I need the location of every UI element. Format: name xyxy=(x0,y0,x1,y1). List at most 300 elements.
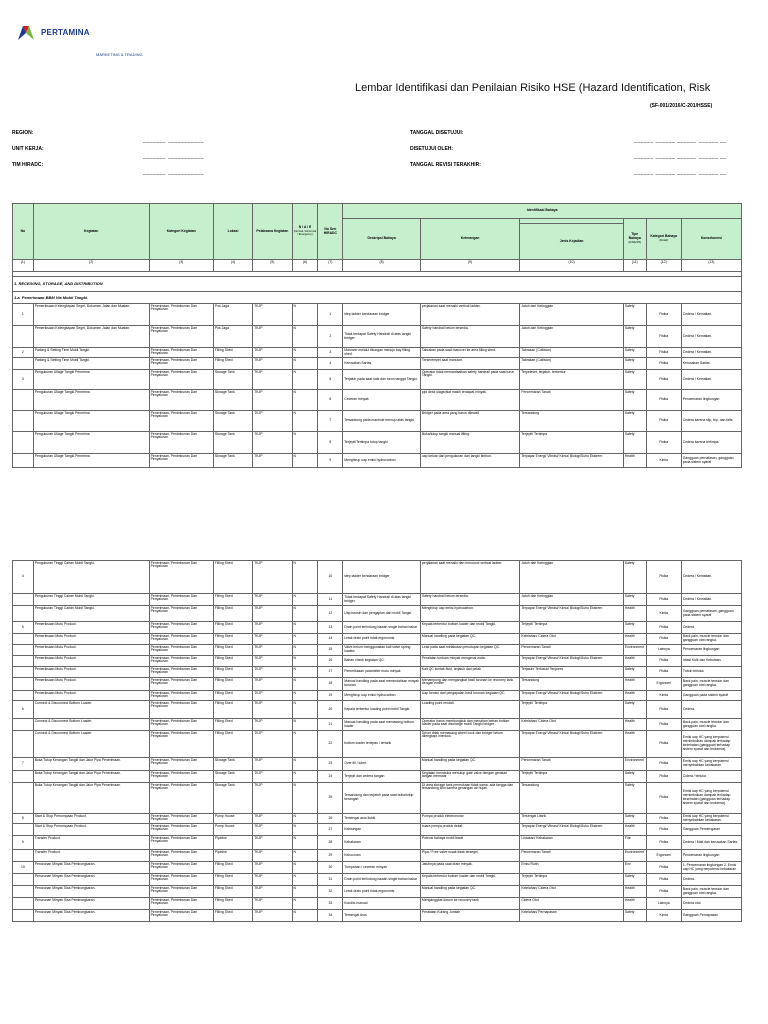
table-row xyxy=(13,691,742,701)
table-row xyxy=(13,783,742,814)
cell-lok: Storage Tank xyxy=(213,432,252,454)
header-lokasi: Lokasi xyxy=(213,204,252,260)
cell-jenis: Terjepit/ Tertimpa xyxy=(520,432,624,454)
cell-kat: Penerimaan, Penimbunan Dan Penyaluran xyxy=(149,411,213,432)
table-row xyxy=(13,910,742,922)
cell-pel: TKJP xyxy=(253,874,292,886)
cell-kons: Iritasi Kulit dan Kebutaan. xyxy=(681,656,741,667)
cell-desk: Menghirup uap emisi hydrocarbon xyxy=(343,454,421,468)
column-index-cell: (1) xyxy=(13,260,34,272)
cell-kons: Cedera / Mati dan kerusakan Sarfas. xyxy=(681,836,741,850)
cell-jenis: Tersandung xyxy=(520,678,624,691)
cell-desk: Drain point terlindung bawah single bahan bakar xyxy=(343,622,421,634)
table-row xyxy=(13,348,742,358)
cell-keg: Penurunan Minyak Sisa Pembongkaran. xyxy=(33,874,149,886)
cell-ket: Peralatan Kurang Jumlah xyxy=(420,910,519,922)
cell-kons: Kerusakan Sarfas. xyxy=(681,358,741,370)
cell-keg: Parking & Setting Time Mobil Tangki. xyxy=(33,358,149,370)
cell-pel: TKJP xyxy=(253,645,292,656)
cell-kat: Penerimaan, Penimbunan Dan Penyaluran xyxy=(149,454,213,468)
subsection-heading: 1.a. Penerimaan BBM Via Mobil Tangki. xyxy=(13,292,742,304)
cell-katb: Fisika xyxy=(646,731,681,758)
cell-pel: TKJP xyxy=(253,898,292,910)
cell-nae: N xyxy=(292,358,318,370)
cell-lok: Filling Shed xyxy=(213,862,252,874)
cell-katb: Fisika xyxy=(646,862,681,874)
column-index-cell: (2) xyxy=(33,260,149,272)
cell-keg: Penurunan Minyak Sisa Pembongkaran. xyxy=(33,910,149,922)
cell-kons: Back pain, muscle tension dan gangguan otot rangka. xyxy=(681,634,741,645)
table-row xyxy=(13,622,742,634)
cell-tipe: Safety xyxy=(623,594,646,606)
cell-nae: N xyxy=(292,814,318,824)
cell-tipe: Health xyxy=(623,691,646,701)
cell-pel: TKJP xyxy=(253,850,292,862)
cell-tipe: Environment xyxy=(623,645,646,656)
cell-jenis: Emisi Rutin xyxy=(520,862,624,874)
cell-katb: Fisika xyxy=(646,432,681,454)
cell-no xyxy=(13,634,34,645)
cell-ket: Jatuhnya pada saat drain minyak. xyxy=(420,862,519,874)
cell-kat: Penerimaan, Penimbunan Dan Penyaluran xyxy=(149,731,213,758)
cell-kons: Back pain, muscle tension dan gangguan otot rangka. xyxy=(681,678,741,691)
cell-keg: Buka Tutup Kerangan Tangki dan Jalur Pipa Penerimaan. xyxy=(33,758,149,771)
cell-kat: Penerimaan, Penimbunan Dan Penyaluran xyxy=(149,701,213,719)
cell-ket: Pipa / Free valve rusak tidak tersegel. xyxy=(420,850,519,862)
cell-seri: 25 xyxy=(318,783,343,814)
cell-katb: Ergonomi xyxy=(646,678,681,691)
cell-nae: N xyxy=(292,824,318,836)
cell-desk: Kerusakan Sarfas. xyxy=(343,358,421,370)
section-heading: 1. RECEIVING, STORAGE, AND DISTRIBUTION xyxy=(13,277,742,292)
cell-desk: Bahan check kegiatan QC. xyxy=(343,656,421,667)
cell-jenis: Terpapar Energi/ Vibrasi/ Kimia/ Biologi/Suhu Ekstrem xyxy=(520,824,624,836)
cell-kat: Penerimaan, Penimbunan Dan Penyaluran xyxy=(149,910,213,922)
cell-no xyxy=(13,783,34,814)
cell-pel: TKJP xyxy=(253,390,292,411)
cell-kat: Penerimaan, Penimbunan Dan Penyaluran xyxy=(149,634,213,645)
cell-seri: 14 xyxy=(318,634,343,645)
cell-katb: Fisika xyxy=(646,358,681,370)
cell-ket: Di area storage tank permukaan tidak sama, ada tangga dan tersandung licin karena genangan air hujan. xyxy=(420,783,519,814)
table-row xyxy=(13,432,742,454)
cell-keg: Parking & Setting Time Mobil Tangki. xyxy=(33,348,149,358)
cell-ket: suara pompa produk dekat xyxy=(420,824,519,836)
cell-tipe: Safety xyxy=(623,667,646,678)
cell-lok: Filling Shed xyxy=(213,701,252,719)
cell-no: 9 xyxy=(13,836,34,850)
cell-tipe: Health xyxy=(623,886,646,898)
cell-kons: Cedera / Kematian. xyxy=(681,561,741,594)
tanggal-disetujui-field[interactable]: ______ ______ ______ ______ __ xyxy=(634,138,727,144)
cell-kat: Penerimaan, Penimbunan Dan Penyaluran xyxy=(149,645,213,656)
cell-tipe: Safety xyxy=(623,370,646,390)
tim-hiradc-field[interactable]: _______ ___________ xyxy=(143,170,204,176)
cell-lok: Pos Jaga xyxy=(213,326,252,348)
tanggal-revisi-label: TANGGAL REVISI TERAKHIR: xyxy=(410,162,481,168)
cell-keg: Pemeriksaan Mutu Product. xyxy=(33,622,149,634)
cell-seri: 30 xyxy=(318,862,343,874)
cell-pel: TKJP xyxy=(253,824,292,836)
cell-lok: Filling Shed xyxy=(213,719,252,731)
cell-jenis: Ledakan/ Kebakaran xyxy=(520,836,624,850)
cell-kons: Cedera. xyxy=(681,622,741,634)
cell-kat: Penerimaan, Penimbunan Dan Penyaluran xyxy=(149,326,213,348)
cell-tipe: Safety xyxy=(623,701,646,719)
cell-katb: Fisika xyxy=(646,771,681,783)
table-row xyxy=(13,606,742,622)
cell-pel: TKJP xyxy=(253,814,292,824)
cell-no xyxy=(13,358,34,370)
cell-ket: perjalanan saat menaiki vertical ladder. xyxy=(420,304,519,326)
cell-jenis: Terjepit/ Tertimpa xyxy=(520,874,624,886)
cell-pel: TKJP xyxy=(253,594,292,606)
cell-katb: Fisika xyxy=(646,824,681,836)
header-kategori-bahaya: Kategori Bahaya (Detail) xyxy=(646,219,681,260)
cell-katb: Fisika xyxy=(646,411,681,432)
table-row xyxy=(13,561,742,594)
table-row xyxy=(13,731,742,758)
cell-lok: Storage Tank xyxy=(213,370,252,390)
cell-no xyxy=(13,850,34,862)
cell-kons: Back pain, muscle tension dan gangguan otot rangka. xyxy=(681,886,741,898)
tanggal-revisi-field[interactable]: ______ ______ ______ ______ __ xyxy=(634,170,727,176)
cell-desk: Letak drain point tidak ergonomis. xyxy=(343,886,421,898)
cell-lok: Filling Shed xyxy=(213,594,252,606)
cell-ket: Manual handling pada kegiatan QC. xyxy=(420,886,519,898)
cell-katb: Fisika xyxy=(646,814,681,824)
cell-kat: Penerimaan, Penimbunan Dan Penyaluran xyxy=(149,691,213,701)
column-index-cell: (8) xyxy=(343,260,421,272)
cell-lok: Storage Tank xyxy=(213,771,252,783)
column-index-cell: (9) xyxy=(420,260,519,272)
cell-nae: N xyxy=(292,348,318,358)
cell-no xyxy=(13,645,34,656)
cell-keg: Connect & Disconnect Bottom Loader. xyxy=(33,731,149,758)
cell-nae: N xyxy=(292,691,318,701)
cell-pel: TKJP xyxy=(253,454,292,468)
cell-seri: 5 xyxy=(318,370,343,390)
column-index-cell: (13) xyxy=(681,260,741,272)
cell-desk: step ladder kendaraan bridger xyxy=(343,304,421,326)
cell-seri: 2 xyxy=(318,326,343,348)
cell-ket: pipi desk ulage/alat masih terdapat minyak. xyxy=(420,390,519,411)
cell-jenis: Tabrakan (Collision) xyxy=(520,348,624,358)
cell-keg: Pemeriksaan Mutu Product. xyxy=(33,667,149,678)
cell-kat: Penerimaan, Penimbunan Dan Penyaluran xyxy=(149,370,213,390)
cell-katb: Lainnya xyxy=(646,898,681,910)
cell-ket: Operator harus membungkuk dan menahan beban bottom loader pada saat discharge mobil Tangki bridger xyxy=(420,719,519,731)
cell-desk: Terjepit/Tertimpa tutup tangki xyxy=(343,432,421,454)
hiradc-table-page-2 xyxy=(12,560,742,922)
region-field[interactable]: _______ ___________ xyxy=(143,138,204,144)
disetujui-oleh-field[interactable]: ______ ______ ______ ______ __ xyxy=(634,154,727,160)
cell-nae: N xyxy=(292,701,318,719)
cell-kat: Penerimaan, Penimbunan Dan Penyaluran xyxy=(149,824,213,836)
column-index-cell: (11) xyxy=(623,260,646,272)
cell-desk: Tersengat arus listrik xyxy=(343,814,421,824)
cell-tipe: Safety xyxy=(623,910,646,922)
cell-seri: 19 xyxy=(318,691,343,701)
cell-katb: Fisika xyxy=(646,634,681,645)
cell-kat: Penerimaan, Penimbunan Dan Penyaluran xyxy=(149,783,213,814)
cell-jenis: Cidera Otot xyxy=(520,898,624,910)
header-kegiatan: Kegiatan xyxy=(33,204,149,260)
table-row xyxy=(13,667,742,678)
cell-ket: perjalanan saat menaiki dan menuruni vertical ladder. xyxy=(420,561,519,594)
column-index-cell: (7) xyxy=(318,260,343,272)
cell-nae: N xyxy=(292,850,318,862)
cell-no xyxy=(13,719,34,731)
cell-ket: Tabrakan pada saat manuver ke area filling shed. xyxy=(420,348,519,358)
cell-keg: Transfer Product. xyxy=(33,836,149,850)
cell-desk: Over fill / luber. xyxy=(343,758,421,771)
column-index-cell: (6) xyxy=(292,260,318,272)
table-row xyxy=(13,824,742,836)
cell-no xyxy=(13,691,34,701)
cell-nae: N xyxy=(292,910,318,922)
cell-no xyxy=(13,656,34,667)
cell-tipe: Safety xyxy=(623,411,646,432)
cell-no: 2 xyxy=(13,348,34,358)
cell-tipe: Safety xyxy=(623,771,646,783)
cell-keg: Pemeriksaan Mutu Product. xyxy=(33,678,149,691)
cell-jenis: Tabrakan (Collision) xyxy=(520,358,624,370)
pertamina-logo xyxy=(18,24,108,44)
tim-hiradc-label: TIM HIRADC: xyxy=(12,162,44,168)
cell-pel: TKJP xyxy=(253,731,292,758)
table-row xyxy=(13,814,742,824)
cell-no xyxy=(13,910,34,922)
cell-keg: Pemeriksaan Mutu Product. xyxy=(33,634,149,645)
cell-ket: Pompa produk elektromotor xyxy=(420,814,519,824)
page-title: Lembar Identifikasi dan Penilaian Risiko HSE (Hazard Identification, Risk xyxy=(355,82,711,94)
cell-nae: N xyxy=(292,634,318,645)
cell-jenis: Kelelahan/ Cidera Otot xyxy=(520,886,624,898)
cell-jenis: Terpapar Energi/ Vibrasi/ Kimia/ Biologi/Suhu Ekstrem xyxy=(520,454,624,468)
cell-seri: 17 xyxy=(318,667,343,678)
cell-pel: TKJP xyxy=(253,691,292,701)
cell-desk: Kondisi manual xyxy=(343,898,421,910)
cell-keg: Transfer Product. xyxy=(33,850,149,862)
table-row xyxy=(13,836,742,850)
column-index-cell: (3) xyxy=(149,260,213,272)
cell-pel: TKJP xyxy=(253,678,292,691)
cell-desk: Tidak terdapat Safety Handrail di atas tangki bridger xyxy=(343,326,421,348)
cell-pel: TKJP xyxy=(253,783,292,814)
cell-lok: Filling Shed xyxy=(213,656,252,667)
cell-no xyxy=(13,432,34,454)
cell-katb: Lainnya xyxy=(646,645,681,656)
cell-no xyxy=(13,326,34,348)
cell-kons: Cedera / Kematian. xyxy=(681,304,741,326)
cell-pel: TKJP xyxy=(253,432,292,454)
cell-kons: Cedera otot xyxy=(681,898,741,910)
cell-ket: Kait QC kontak fluid, terjatuh dari petak xyxy=(420,667,519,678)
cell-keg: Buka Tutup Kerangan Tangki dan Jalur Pipa Penerimaan. xyxy=(33,771,149,783)
cell-tipe: Safety xyxy=(623,432,646,454)
cell-no: 4 xyxy=(13,561,34,594)
cell-lok: Pipeline xyxy=(213,850,252,862)
tanggal-disetujui-label: TANGGAL DISETUJUI: xyxy=(410,130,464,136)
cell-seri: 11 xyxy=(318,594,343,606)
cell-desk: Kepala terbentur loading point mobil Tangki. xyxy=(343,701,421,719)
cell-ket: Menganggkat dorum ke recovery tank xyxy=(420,898,519,910)
cell-pel: TKJP xyxy=(253,719,292,731)
header-kategori: Kategori Kegiatan xyxy=(149,204,213,260)
cell-tipe: Health xyxy=(623,606,646,622)
cell-pel: TKJP xyxy=(253,358,292,370)
cell-katb: Ergonomi xyxy=(646,850,681,862)
unit-kerja-field[interactable]: _______ ___________ xyxy=(143,154,204,160)
cell-pel: TKJP xyxy=(253,370,292,390)
cell-kons: Gangguan pernafasan, gangguan pada sistem syaraf xyxy=(681,454,741,468)
cell-kons: Cedera karena tertimpa. xyxy=(681,432,741,454)
header-identifikasi: Identifikasi Bahaya xyxy=(343,204,742,219)
cell-jenis: Terpapar Energi/ Vibrasi/ Kimia/ Biologi/Suhu Ekstrem xyxy=(520,731,624,758)
cell-kat: Penerimaan, Penimbunan Dan Penyaluran xyxy=(149,432,213,454)
cell-pel: TKJP xyxy=(253,758,292,771)
cell-keg: Pengukuran Ullage Tangki Penerima xyxy=(33,390,149,411)
cell-tipe: Health xyxy=(623,731,646,758)
cell-keg: Pemeriksaan Mutu Product. xyxy=(33,656,149,667)
cell-katb: Fisika xyxy=(646,622,681,634)
table-row xyxy=(13,771,742,783)
cell-nae: N xyxy=(292,304,318,326)
cell-kat: Penerimaan, Penimbunan Dan Penyaluran xyxy=(149,874,213,886)
cell-no xyxy=(13,886,34,898)
cell-lok: Pos Jaga xyxy=(213,304,252,326)
cell-kons: Back pain, muscle tension dan gangguan otot rangka. xyxy=(681,719,741,731)
cell-ket: uap keluar dari pengukuran dari tangki timbun. xyxy=(420,454,519,468)
cell-nae: N xyxy=(292,731,318,758)
header-pelaksana: Pelaksana Kegiatan xyxy=(253,204,292,260)
cell-ket: Peralatan tuntuan minyak mengenai mata. xyxy=(420,656,519,667)
cell-desk: Tersandung dan terjatuh pada saat buka/tutup kerangan xyxy=(343,783,421,814)
cell-keg: Penurunan Minyak Sisa Pembongkaran. xyxy=(33,862,149,874)
cell-tipe: Safety xyxy=(623,561,646,594)
cell-desk: Drain point terlindung bawah single bahan bakar xyxy=(343,874,421,886)
cell-kons: Cedera / Kematian. xyxy=(681,348,741,358)
cell-keg: Pengukuran Ullage Tangki Penerima xyxy=(33,411,149,432)
cell-tipe: Health xyxy=(623,656,646,667)
cell-lok: Filling Shed xyxy=(213,691,252,701)
table-row xyxy=(13,886,742,898)
cell-ket: Uap bensin dari pengapalan hasil turunan kegiatan QC. xyxy=(420,691,519,701)
table-row xyxy=(13,656,742,667)
cell-tipe: Safety xyxy=(623,348,646,358)
cell-kat: Penerimaan, Penimbunan Dan Penyaluran xyxy=(149,358,213,370)
cell-seri: 20 xyxy=(318,701,343,719)
cell-pel: TKJP xyxy=(253,656,292,667)
cell-lok: Pump House xyxy=(213,814,252,824)
cell-lok: Filling Shed xyxy=(213,731,252,758)
cell-katb: Fisika xyxy=(646,561,681,594)
cell-jenis: Kelelahan/ Pernapasan xyxy=(520,910,624,922)
table-row xyxy=(13,645,742,656)
cell-jenis: Terpapar Energi/ Vibrasi/ Kimia/ Biologi/Suhu Ekstrem xyxy=(520,606,624,622)
region-label: REGION: xyxy=(12,130,34,136)
cell-ket: Manual handling pada kegiatan QC. xyxy=(420,634,519,645)
cell-seri: 3 xyxy=(318,348,343,358)
cell-kat: Penerimaan, Penimbunan Dan Penyaluran xyxy=(149,304,213,326)
cell-lok: Filling Shed xyxy=(213,678,252,691)
cell-seri: 26 xyxy=(318,814,343,824)
cell-lok: Filling Shed xyxy=(213,886,252,898)
cell-kons: Emisi uap HC yang berpotensi menimbulkan dampak terhadap kesehatan (gangguan terhadap sistem syaraf dan leukemia). xyxy=(681,783,741,814)
header-konsekuensi: Konsekuensi xyxy=(681,219,741,260)
cell-tipe: Safety xyxy=(623,358,646,370)
cell-ket: Safety handrail belum tersedia. xyxy=(420,594,519,606)
cell-ket: Bridger pada area yang harus dilewati xyxy=(420,411,519,432)
cell-lok: Storage Tank xyxy=(213,454,252,468)
cell-jenis: Kelelahan/ Cidera Otot xyxy=(520,719,624,731)
cell-desk: Terjepit dan cedera tangan xyxy=(343,771,421,783)
cell-kons: Gangguan Pendengaran xyxy=(681,824,741,836)
cell-jenis: Pencemaran Tanah xyxy=(520,645,624,656)
cell-kons: Gangguan pernafasan, gangguan pada sistem syaraf xyxy=(681,606,741,622)
cell-kons: Cedera / Kematian. xyxy=(681,370,741,390)
cell-desk: Menghirup uap emisi hydrocarbon xyxy=(343,691,421,701)
cell-tipe: Health xyxy=(623,824,646,836)
cell-ket: Driver tidak memasang wheel cock dan bridger belum dilengkapi interlock. xyxy=(420,731,519,758)
cell-nae: N xyxy=(292,561,318,594)
cell-nae: N xyxy=(292,370,318,390)
cell-tipe: Safety xyxy=(623,304,646,326)
hiradc-table-page-1 xyxy=(12,203,742,468)
cell-ket: Manual handling pada kegiatan QC. xyxy=(420,758,519,771)
cell-tipe: Fire xyxy=(623,836,646,850)
cell-desk: Uap bensin dan pengapian dari mobil Tangki. xyxy=(343,606,421,622)
column-index-row xyxy=(13,260,742,272)
cell-seri: 1 xyxy=(318,304,343,326)
header-nae: N / A / E (Normal / Abnormal / Emergency) xyxy=(292,204,318,260)
cell-no xyxy=(13,667,34,678)
cell-desk: Kebocoran xyxy=(343,850,421,862)
cell-seri: 12 xyxy=(318,606,343,622)
cell-nae: N xyxy=(292,719,318,731)
cell-desk: Valve belum menggunakan ball valve spring loaded. xyxy=(343,645,421,656)
cell-seri: 34 xyxy=(318,910,343,922)
cell-pel: TKJP xyxy=(253,667,292,678)
cell-jenis: Kelelahan/ Cidera Otot xyxy=(520,634,624,645)
cell-kons: Emisi uap HC yang berpotensi menyebabkan kebakaran. xyxy=(681,758,741,771)
cell-no xyxy=(13,824,34,836)
cell-no xyxy=(13,898,34,910)
cell-seri: 24 xyxy=(318,771,343,783)
cell-nae: N xyxy=(292,432,318,454)
cell-ket: Leak pada saat melakukan penutupan kegiatan QC. xyxy=(420,645,519,656)
cell-nae: N xyxy=(292,645,318,656)
table-row xyxy=(13,874,742,886)
cell-katb: Fisika xyxy=(646,370,681,390)
cell-ket: Operator tidak memanfaatkan safety handrail pada saat turun Tangki. xyxy=(420,370,519,390)
brand-unit: MARKETING & TRADING xyxy=(96,52,143,57)
cell-kons: Cidera / terluka xyxy=(681,771,741,783)
cell-pel: TKJP xyxy=(253,634,292,645)
cell-nae: N xyxy=(292,758,318,771)
cell-lok: Storage Tank xyxy=(213,758,252,771)
cell-desk: Letak drain point tidak ergonomis. xyxy=(343,634,421,645)
cell-katb: Fisika xyxy=(646,304,681,326)
cell-nae: N xyxy=(292,886,318,898)
cell-pel: TKJP xyxy=(253,701,292,719)
cell-no: 8 xyxy=(13,814,34,824)
cell-desk: Tersandung pada manhole menuju atas tangki xyxy=(343,411,421,432)
cell-no: 10 xyxy=(13,862,34,874)
table-row xyxy=(13,719,742,731)
cell-kons: Tubuh terluka xyxy=(681,667,741,678)
